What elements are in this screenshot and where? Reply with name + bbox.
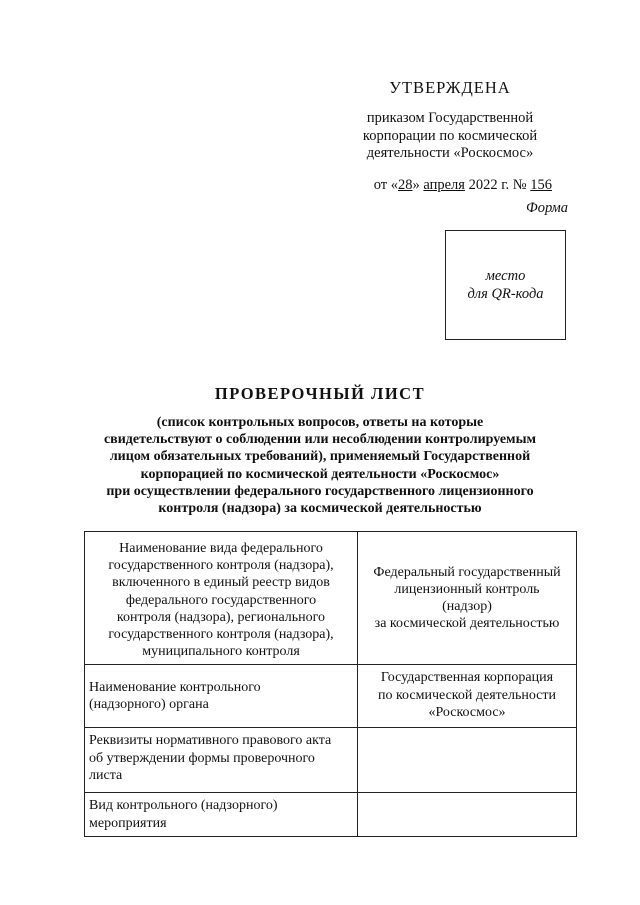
order-line: деятельности «Роскосмос» [366, 145, 534, 161]
order-line: приказом Государственной [366, 110, 534, 126]
table-cell-value-empty [358, 728, 577, 793]
order-month: апреля [423, 176, 465, 193]
cell-text-line: за космической деятельностью [374, 616, 560, 632]
date-separator: » [412, 176, 424, 193]
subtitle-line: корпорацией по космической деятельности «Роскосмос» [140, 466, 500, 482]
order-day: 28 [397, 176, 413, 193]
cell-text-line: лицензионный контроль [394, 582, 540, 597]
table-cell-value [358, 532, 577, 665]
subtitle-line: свидетельствуют о соблюдении или несоблюдении контролируемым [103, 432, 537, 448]
cell-text-line: Федеральный государственный [373, 564, 561, 580]
cell-text-line: государственного контроля (надзора), [108, 558, 334, 574]
cell-text-line: контроля (надзора), регионального [116, 609, 326, 625]
date-prefix: от « [373, 176, 398, 193]
document-title: ПРОВЕРОЧНЫЙ ЛИСТ [214, 384, 426, 403]
cell-text-line: мероприятия [89, 815, 167, 831]
table-row [85, 793, 577, 836]
order-number: 156 [530, 176, 552, 193]
checklist-table [84, 531, 577, 837]
cell-text-line: Государственная корпорация [380, 670, 554, 686]
approval-title: УТВЕРЖДЕНА [389, 78, 511, 97]
cell-text-line: включенного в единый реестр видов [112, 575, 330, 591]
cell-text-line: «Роскосмос» [428, 704, 506, 720]
table-cell-label [85, 665, 358, 728]
qr-placeholder-line: место [485, 268, 526, 284]
table-cell-value [358, 665, 577, 728]
table-cell-label [85, 793, 358, 836]
cell-text-line: федерального государственного [125, 592, 317, 608]
cell-text-line: Наименование контрольного [89, 680, 261, 696]
table-row [85, 728, 577, 793]
cell-text-line: государственного контроля (надзора), [108, 627, 334, 643]
order-line: корпорации по космической [362, 127, 538, 144]
subtitle-line: при осуществлении федерального государственного лицензионного [106, 483, 534, 499]
cell-text-line: (надзор) [442, 599, 492, 615]
table-cell-label [85, 532, 358, 665]
approval-stamp [330, 78, 570, 194]
cell-text-line: Наименование вида федерального [119, 541, 323, 556]
cell-text-line: (надзорного) органа [89, 697, 209, 713]
order-year: 2022 г. № [464, 176, 531, 193]
table-cell-value-empty [358, 793, 577, 836]
subtitle-line: контроля (надзора) за космической деятельностью [158, 501, 482, 517]
form-label: Форма [526, 200, 568, 216]
subtitle-line: лицом обязательных требований), применяемый Государственной [109, 449, 531, 465]
qr-code-placeholder [445, 230, 566, 340]
cell-text-line: листа [89, 767, 123, 783]
subtitle-line: (список контрольных вопросов, ответы на которые [156, 415, 484, 430]
table-row [85, 532, 577, 665]
cell-text-line: по космической деятельности [377, 687, 557, 703]
document-heading [70, 384, 570, 517]
table-cell-label [85, 728, 358, 793]
order-date-line [330, 177, 570, 194]
cell-text-line: об утверждении формы проверочного [89, 750, 315, 766]
cell-text-line: муниципального контроля [142, 644, 300, 660]
cell-text-line: Реквизиты нормативного правового акта [89, 733, 332, 749]
cell-text-line: Вид контрольного (надзорного) [89, 798, 278, 814]
table-row [85, 665, 577, 728]
qr-placeholder-line: для QR-кода [467, 286, 544, 302]
